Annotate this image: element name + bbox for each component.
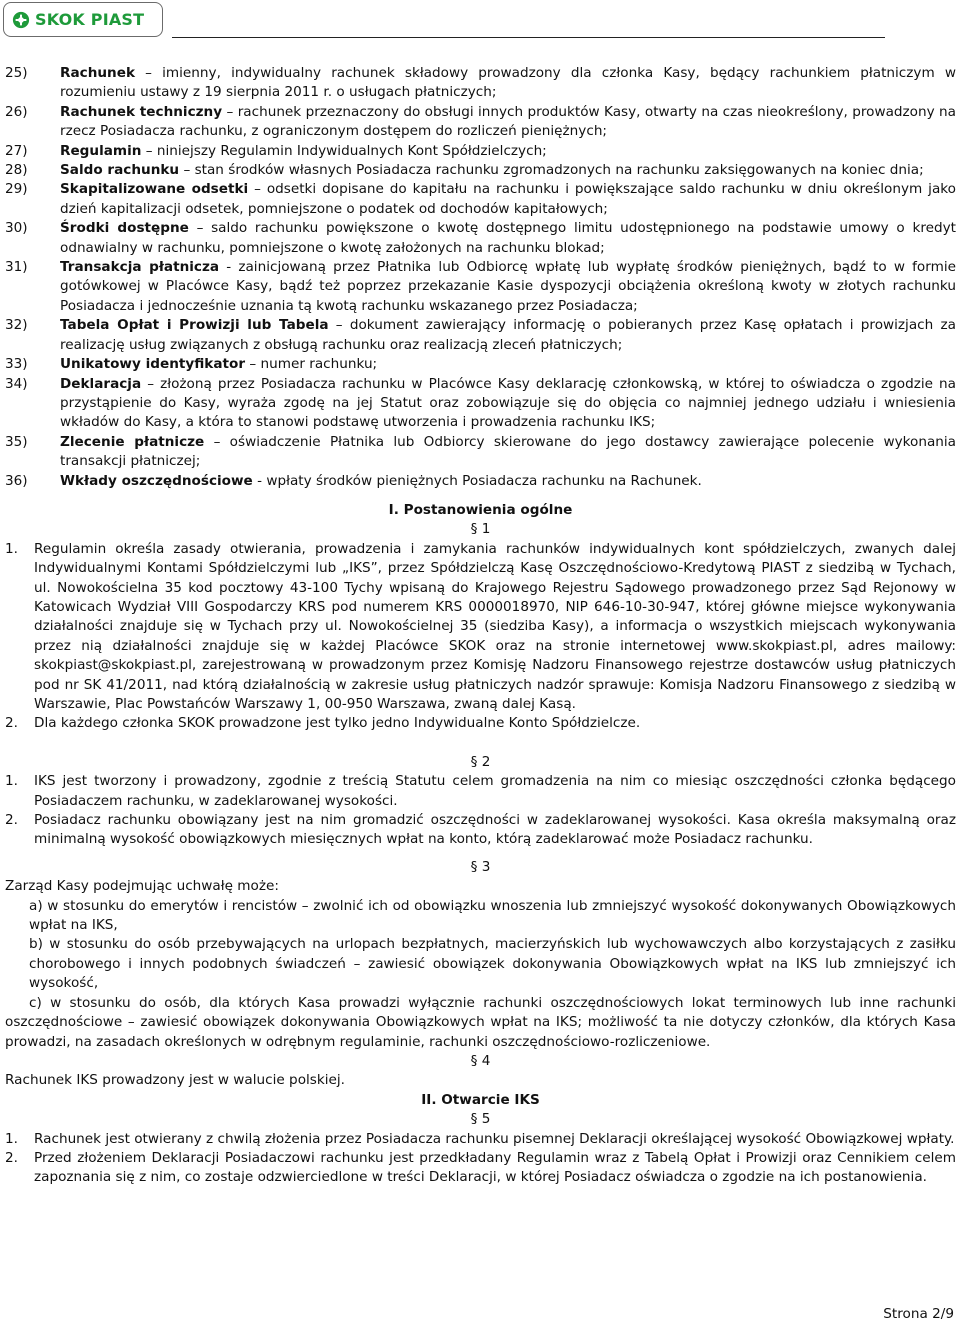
- definition-item: [5, 161, 956, 180]
- definition-term: Wkłady oszczędnościowe: [60, 472, 253, 489]
- paragraph-5-list: [5, 1130, 956, 1188]
- numbered-item: [5, 1149, 956, 1188]
- definition-item: [5, 142, 956, 161]
- definition-body: [60, 180, 956, 219]
- definition-item: [5, 355, 956, 374]
- definition-term: Skapitalizowane odsetki: [60, 181, 249, 198]
- paragraph-mark-2: § 2: [470, 753, 491, 770]
- definition-item: [5, 472, 956, 491]
- definition-number: 29): [5, 181, 28, 198]
- numbered-item: [5, 772, 956, 811]
- definition-number: 25): [5, 65, 28, 81]
- definition-body: [60, 472, 956, 491]
- item-text: Regulamin określa zasady otwierania, prowadzenia i zamykania rachunków indywidualnych kont spółdzielczych, zwanych dalej Indywidualnymi Kontami Spółdzielczymi lub „IKS”, przez Spółdzielczą Kasę Oszczędnościowo-Kredytową PIAST z siedzibą w Tychach, ul. Nowokościelna 35 kod pocztowy 43-100 Tychy wpisaną do Krajowego Rejestru Sądowego prowadzonego przez Sąd Rejonowy w Katowicach Wydział VIII Gospodarczy KRS pod numerem KRS 0000018970, NIP 646-10-30-947, której główne miejsce wykonywania działalności znajduje się w Tychach przy ul. Nowokościelnej 35 (siedziba Kasy), a informacja o wszystkich miejscach wykonywania przez nią działalności znajduje się w każdej Placówce SKOK oraz na stronie internetowej www.skokpiast.pl, adres mailowy: skokpiast@skokpiast.pl, zarejestrowaną w prowadzonym przez Komisję Nadzoru Finansowego rejestrze dostawców usług płatniczych pod nr SK 41/2011, nad którą działalnością w zakresie usług płatniczych nadzór sprawuje: Komisja Nadzoru Finansowego z siedzibą w Warszawie, Plac Powstańców Warszawy 1, 00-950 Warszawa, zwaną dalej Kasą.: [34, 540, 956, 712]
- definition-number: 36): [5, 472, 28, 489]
- definition-item: [5, 258, 956, 316]
- logo-text: SKOK PIAST: [35, 10, 145, 29]
- paragraph-3-item-b: b) w stosunku do osób przebywających na urlopach bezpłatnych, macierzyńskich lub wychowawczych albo korzystających z zasiłku chorobowego i innych podobnych świadczeń – zawiesić obowiązek dokonywania Obowiązkowych wpłat na IKS lub zmniejszyć ich wysokość,: [29, 936, 956, 992]
- definition-text: – stan środków własnych Posiadacza rachunku zgromadzonych na rachunku zaksięgowanych na koniec dnia;: [179, 162, 924, 179]
- definition-item: [5, 433, 956, 472]
- definition-item: [5, 103, 956, 142]
- item-number: 1.: [5, 773, 18, 790]
- definition-term: Rachunek: [60, 65, 135, 81]
- section-title-1: I. Postanowienia ogólne: [388, 501, 573, 518]
- definition-body: [60, 64, 956, 103]
- paragraph-mark-1: § 1: [470, 521, 491, 538]
- item-text: IKS jest tworzony i prowadzony, zgodnie z treścią Statutu celem gromadzenia na nim co miesiąc oszczędności członka będącego Posiadaczem rachunku, w zadeklarowanej wysokości.: [34, 773, 956, 809]
- definition-term: Regulamin: [60, 142, 142, 159]
- definition-number: 26): [5, 103, 28, 120]
- document-body: [5, 64, 956, 1188]
- item-number: 2.: [5, 1149, 18, 1166]
- definition-body: [60, 103, 956, 142]
- definition-number: 27): [5, 142, 28, 159]
- definition-term: Deklaracja: [60, 375, 142, 392]
- definition-text: – odsetki dopisane do kapitału na rachunku i powiększające saldo rachunku w dniu określonym jako dzień kapitalizacji odsetek, pomniejszone o podatek od dochodów kapitałowych;: [60, 181, 956, 217]
- paragraph-mark-4: § 4: [470, 1052, 491, 1069]
- paragraph-3-intro: Zarząd Kasy podejmując uchwałę może:: [5, 878, 279, 895]
- definition-item: [5, 375, 956, 433]
- definition-item: [5, 64, 956, 103]
- paragraph-1-list: [5, 540, 956, 734]
- definition-term: Unikatowy identyfikator: [60, 356, 246, 373]
- paragraph-4-text: Rachunek IKS prowadzony jest w walucie polskiej.: [5, 1072, 345, 1089]
- item-text: Przed złożeniem Deklaracji Posiadaczowi rachunku jest przedkładany Regulamin wraz z Tabelą Opłat i Prowizji oraz Cennikiem celem zapoznania się z nim, co zostaje odzwierciedlone w treści Deklaracji, w której Posiadacz oświadcza o zgodzie na ich postanowienia.: [34, 1149, 956, 1186]
- definition-number: 28): [5, 162, 28, 179]
- definitions-list: [5, 64, 956, 491]
- definition-term: Tabela Opłat i Prowizji lub Tabela: [60, 317, 329, 334]
- definition-body: [60, 433, 956, 472]
- definition-text: - zainicjowaną przez Płatnika lub Odbiorcę wpłatę lub wypłatę środków pieniężnych, bądź to w formie gotówkowej w Placówce Kasy, bądź też poprzez przekazanie Kasie dyspozycji obciążenia określoną kwoty w złotych rachunku Posiadacza i jednocześnie uznania tą kwotą rachunku wskazanego przez Posiadacza;: [60, 259, 956, 314]
- definition-number: 30): [5, 220, 28, 237]
- definition-text: - wpłaty środków pieniężnych Posiadacza rachunku na Rachunek.: [252, 472, 702, 489]
- definition-term: Środki dostępne: [60, 220, 189, 237]
- definition-text: – niniejszy Regulamin Indywidualnych Kont Spółdzielczych;: [141, 142, 547, 159]
- logo: [3, 2, 163, 37]
- definition-number: 35): [5, 433, 28, 450]
- definition-text: – rachunek przeznaczony do obsługi innych produktów Kasy, otwarty na czas nieokreślony, prowadzony na rzecz Posiadacza rachunku, z ograniczonym dostępem do rozliczeń pieniężnych;: [60, 103, 957, 140]
- numbered-item: [5, 811, 956, 850]
- definition-number: 32): [5, 317, 28, 334]
- definition-text: – dokument zawierający informację o pobieranych przez Kasę opłatach i prowizjach za realizację usług związanych z obsługą rachunku oraz realizacją zleceń płatniczych;: [60, 317, 956, 353]
- page-number: Strona 2/9: [883, 1306, 954, 1322]
- item-number: 1.: [5, 1130, 18, 1147]
- numbered-item: [5, 1130, 956, 1149]
- definition-term: Transakcja płatnicza: [60, 259, 220, 276]
- definition-text: – imienny, indywidualny rachunek składowy prowadzony dla członka Kasy, będący rachunkiem płatniczym w rozumieniu ustawy z 19 sierpnia 2011 r. o usługach płatniczych;: [60, 65, 956, 101]
- definition-text: – numer rachunku;: [245, 356, 378, 373]
- section-title-2: II. Otwarcie IKS: [421, 1091, 540, 1108]
- definition-number: 34): [5, 375, 28, 392]
- item-number: 2.: [5, 812, 18, 829]
- definition-text: – saldo rachunku powiększone o kwotę dostępnego limitu udostępnionego na podstawie umowy o kredyt odnawialny w rachunku, pomniejszone o kwotę założonych na rachunku blokad;: [60, 220, 956, 256]
- definition-item: [5, 316, 956, 355]
- definition-term: Rachunek techniczny: [60, 103, 223, 120]
- definition-body: [60, 316, 956, 355]
- definition-text: – oświadczenie Płatnika lub Odbiorcy skierowane do jego dostawcy zawierające polecenie wykonania transakcji płatniczej;: [60, 433, 956, 470]
- definition-item: [5, 219, 956, 258]
- definition-item: [5, 180, 956, 219]
- paragraph-mark-5: § 5: [470, 1111, 491, 1128]
- definition-number: 31): [5, 259, 28, 276]
- page-header: [0, 0, 960, 40]
- item-text: Rachunek jest otwierany z chwilą złożenia przez Posiadacza rachunku pisemnej Deklaracji określającej wysokość Obowiązkowej wpłaty.: [34, 1130, 955, 1147]
- numbered-item: [5, 714, 956, 733]
- definition-body: [60, 142, 956, 161]
- definition-body: [60, 258, 956, 316]
- item-number: 2.: [5, 715, 18, 732]
- definition-body: [60, 375, 956, 433]
- definition-body: [60, 161, 956, 180]
- item-text: Posiadacz rachunku obowiązany jest na nim gromadzić oszczędności w zadeklarowanej wysokości. Kasa określa maksymalną oraz minimalną wysokość obowiązkowych miesięcznych wpłat na konto, którą zadeklarować może Posiadacz rachunku.: [34, 812, 956, 848]
- definition-body: [60, 219, 956, 258]
- definition-term: Saldo rachunku: [60, 162, 180, 179]
- header-rule: [172, 37, 885, 38]
- paragraph-mark-3: § 3: [470, 858, 491, 875]
- item-text: Dla każdego członka SKOK prowadzone jest tylko jedno Indywidualne Konto Spółdzielcze.: [34, 715, 641, 732]
- skok-logo-mark-icon: [12, 11, 30, 29]
- definition-body: [60, 355, 956, 374]
- paragraph-3-item-a: a) w stosunku do emerytów i rencistów – zwolnić ich od obowiązku wnoszenia lub zmniejszyć wysokość dokonywanych Obowiązkowych wpłat na IKS,: [29, 897, 956, 934]
- definition-number: 33): [5, 356, 28, 373]
- paragraph-3-item-c: c) w stosunku do osób, dla których Kasa prowadzi wyłącznie rachunki oszczędnościowych lokat terminowych lub inne rachunki oszczędnościowe – zawiesić obowiązek dokonywania Obowiązkowych wpłat na IKS; możliwość ta nie dotyczy członków, dla których Kasa prowadzi, na zasadach określonych w odrębnym regulaminie, rachunki oszczędnościowo-rozliczeniowe.: [5, 994, 956, 1050]
- numbered-item: [5, 540, 956, 715]
- definition-text: – złożoną przez Posiadacza rachunku w Placówce Kasy deklarację członkowską, w której to oświadcza o zgodzie na przystąpienie do Kasy, wyraża zgodę na jej Statut oraz zobowiązuje się do objęcia co najmniej jednego udziału i wniesienia wkładów do Kasy, a która to stanowi podstawę utworzenia i prowadzenia rachunku IKS;: [60, 375, 956, 431]
- paragraph-2-list: [5, 772, 956, 850]
- definition-term: Zlecenie płatnicze: [60, 433, 205, 450]
- item-number: 1.: [5, 540, 18, 557]
